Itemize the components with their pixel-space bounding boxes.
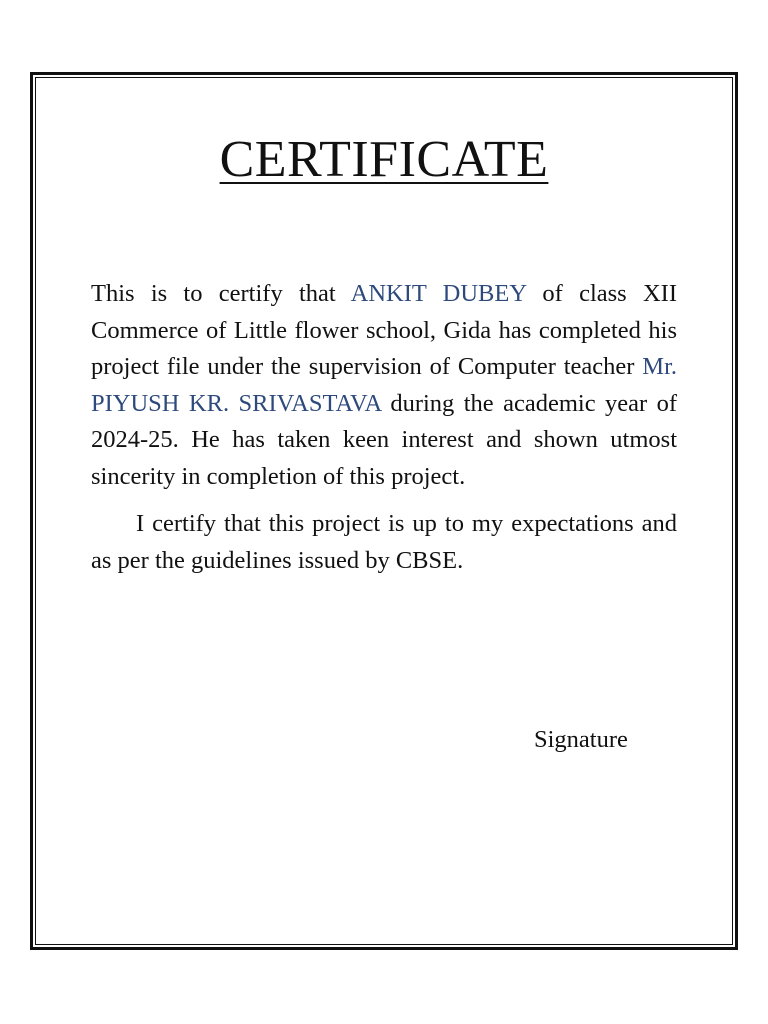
certificate-paragraph-2: I certify that this project is up to my expectations and as per the guidelines issued by CBSE. xyxy=(91,510,677,574)
certificate-title-text: CERTIFICATE xyxy=(219,131,549,188)
signature-label: Signature xyxy=(534,726,628,753)
teacher-name: Mr. PIYUSH KR. SRIVASTAVA xyxy=(91,353,677,417)
certificate-body xyxy=(91,276,677,579)
paragraph-1-intro: This is to certify that xyxy=(91,280,351,307)
paragraph-1-middle: of class XII Commerce of Little flower school, Gida has completed his project file under the supervision of Computer teacher xyxy=(91,280,677,380)
paragraph-1-end: during the academic year of 2024-25. He has taken keen interest and shown utmost sincerity in completion of this project. xyxy=(91,389,677,490)
certificate-title xyxy=(0,128,768,192)
certificate-paragraph-1 xyxy=(91,276,677,495)
student-name: ANKIT DUBEY xyxy=(350,280,527,307)
